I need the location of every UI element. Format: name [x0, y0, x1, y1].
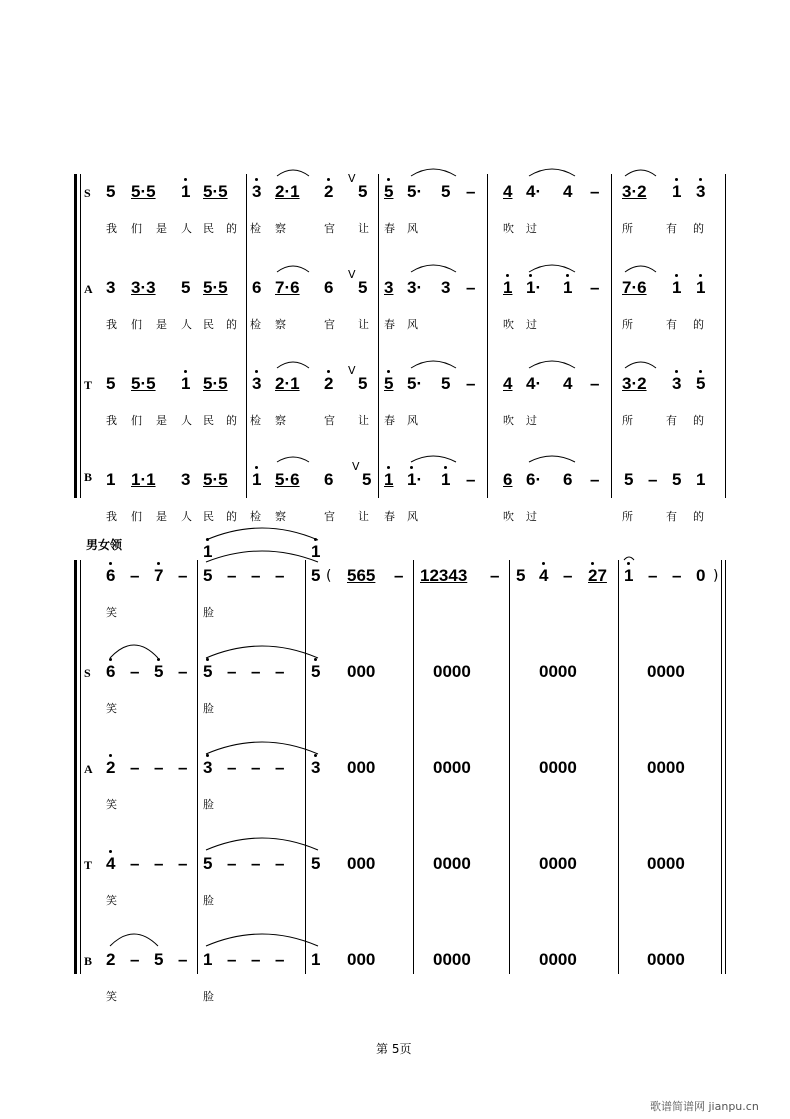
lyric: 春 [384, 510, 395, 523]
lyric: 脸 [203, 798, 214, 811]
dash: – [178, 566, 188, 585]
note: 5 [154, 950, 164, 969]
lyric: 们 [131, 510, 142, 523]
dash: – [275, 758, 285, 777]
lyric: 春 [384, 222, 395, 235]
lyric: 人 [181, 222, 192, 235]
note: 5 [311, 566, 321, 585]
note: 5 [441, 374, 451, 393]
rest-group: 0000 [433, 758, 471, 777]
lyric: 风 [407, 414, 418, 427]
lyric: 笑 [106, 990, 117, 1003]
note: 3 [203, 758, 213, 777]
lyric: 民 [203, 414, 214, 427]
lyric: 察 [275, 510, 286, 523]
dash: – [227, 950, 237, 969]
note: 5 [441, 182, 451, 201]
dash: – [648, 470, 658, 489]
lyric: 们 [131, 222, 142, 235]
dash: – [178, 758, 188, 777]
dash: – [590, 278, 600, 297]
dash: – [275, 566, 285, 585]
note: 565 [347, 566, 376, 585]
rest-group: 0000 [539, 950, 577, 969]
note: 1 [311, 542, 321, 561]
voice-label: T [84, 378, 93, 392]
note: 3 [672, 374, 682, 393]
paren-close: ) [713, 568, 719, 584]
dash: – [648, 566, 658, 585]
dash: – [130, 758, 140, 777]
note: 2·1 [275, 182, 300, 201]
lyric: 风 [407, 222, 418, 235]
dash: – [563, 566, 573, 585]
lyric: 察 [275, 222, 286, 235]
note: 1 [252, 470, 262, 489]
rest-group: 0000 [433, 854, 471, 873]
note: 2 [106, 758, 116, 777]
dash: – [178, 662, 188, 681]
note: 3 [311, 758, 321, 777]
note: 3 [384, 278, 394, 297]
note: 4 [503, 374, 513, 393]
voice-label: A [84, 282, 93, 296]
lyric: 所 [622, 222, 633, 235]
rest-group: 000 [347, 758, 376, 777]
dash: – [130, 662, 140, 681]
lyric: 民 [203, 510, 214, 523]
lyric: 笑 [106, 894, 117, 907]
dash: – [251, 662, 261, 681]
note: 5 [311, 662, 321, 681]
note: 5 [696, 374, 706, 393]
lyric: 们 [131, 318, 142, 331]
lyric: 有 [666, 222, 677, 235]
note: 7 [154, 566, 164, 585]
rest-group: 000 [347, 662, 376, 681]
lyric: 过 [526, 414, 537, 427]
note: 5 [203, 566, 213, 585]
lyric: 笑 [106, 702, 117, 715]
note: 3 [252, 374, 262, 393]
lyric: 风 [407, 510, 418, 523]
lyric: 过 [526, 318, 537, 331]
dash: – [672, 566, 682, 585]
dash: – [178, 854, 188, 873]
note: 5 [358, 278, 368, 297]
dash: – [394, 566, 404, 585]
note: 5 [384, 182, 394, 201]
lyric: 笑 [106, 798, 117, 811]
lyric: 官 [324, 318, 335, 331]
dash: – [466, 470, 476, 489]
lyric: 的 [693, 510, 704, 523]
note: 4· [526, 182, 542, 201]
dash: – [227, 566, 237, 585]
lyric: 检 [250, 414, 261, 427]
note: 6· [526, 470, 542, 489]
dash: – [251, 854, 261, 873]
voice-label: S [84, 186, 91, 200]
dash: – [227, 758, 237, 777]
voice-label: S [84, 666, 91, 680]
lyric: 检 [250, 510, 261, 523]
note: 5 [358, 182, 368, 201]
note: 4· [526, 374, 542, 393]
dash: – [251, 950, 261, 969]
lyric: 人 [181, 318, 192, 331]
note: 1· [526, 278, 542, 297]
dash: – [251, 758, 261, 777]
note: 1 [441, 470, 451, 489]
note: 4 [563, 374, 573, 393]
dash: – [251, 566, 261, 585]
note: 3· [407, 278, 423, 297]
note: 4 [539, 566, 549, 585]
note: 1 [696, 278, 706, 297]
lyric: 官 [324, 414, 335, 427]
note: 1 [181, 182, 191, 201]
note: 5· [407, 374, 423, 393]
note: 1 [503, 278, 513, 297]
lyric: 我 [106, 222, 117, 235]
note: 2·1 [275, 374, 300, 393]
lyric: 的 [693, 222, 704, 235]
lyric: 的 [226, 414, 237, 427]
note: 3 [106, 278, 116, 297]
lyric: 吹 [503, 318, 514, 331]
note: 3 [441, 278, 451, 297]
lyric: 是 [156, 510, 167, 523]
dash: – [130, 950, 140, 969]
note: 6 [252, 278, 262, 297]
lyric: 检 [250, 318, 261, 331]
note: 5 [516, 566, 526, 585]
note: 3 [696, 182, 706, 201]
lyric: 我 [106, 414, 117, 427]
note: 3·2 [622, 182, 647, 201]
note: 6 [563, 470, 573, 489]
note: 1 [624, 566, 634, 585]
dash: – [275, 854, 285, 873]
lyric: 春 [384, 318, 395, 331]
lyric: 我 [106, 318, 117, 331]
note: 1 [203, 542, 213, 561]
note: 6 [503, 470, 513, 489]
note: 5 [311, 854, 321, 873]
lyric: 脸 [203, 894, 214, 907]
note: 5·6 [275, 470, 300, 489]
lyric: 的 [226, 222, 237, 235]
note: 2 [324, 374, 334, 393]
rest-group: 0000 [433, 950, 471, 969]
dash: – [178, 950, 188, 969]
lyric: 是 [156, 222, 167, 235]
note: 5 [672, 470, 682, 489]
lyric: 的 [226, 318, 237, 331]
lyric: 的 [226, 510, 237, 523]
note: 1 [203, 950, 213, 969]
rest-group: 0000 [433, 662, 471, 681]
breath-mark: V [348, 172, 356, 185]
lyric: 是 [156, 414, 167, 427]
lyric: 官 [324, 510, 335, 523]
lyric: 人 [181, 510, 192, 523]
note: 5·5 [203, 374, 228, 393]
lyric: 风 [407, 318, 418, 331]
lyric: 有 [666, 510, 677, 523]
note: 1 [672, 278, 682, 297]
note: 5 [106, 374, 116, 393]
lyric: 所 [622, 414, 633, 427]
note: 1 [696, 470, 706, 489]
page-number: 第 5页 [376, 1042, 412, 1056]
dash: – [466, 182, 476, 201]
dash: – [154, 854, 164, 873]
note: 5·5 [203, 470, 228, 489]
dash: – [466, 278, 476, 297]
lyric: 民 [203, 222, 214, 235]
rest-group: 000 [347, 854, 376, 873]
note: 6 [106, 662, 116, 681]
lyric: 是 [156, 318, 167, 331]
note: 5 [384, 374, 394, 393]
rest-group: 0000 [539, 854, 577, 873]
note: 5·5 [203, 278, 228, 297]
dash: – [154, 758, 164, 777]
note: 3 [181, 470, 191, 489]
note: 4 [106, 854, 116, 873]
note: 27 [588, 566, 607, 585]
voice-label: B [84, 954, 93, 968]
note: 6 [324, 278, 334, 297]
dash: – [590, 470, 600, 489]
note: 0 [696, 566, 706, 585]
note: 5 [154, 662, 164, 681]
leader-label: 男女领 [86, 538, 123, 552]
rest-group: 000 [347, 950, 376, 969]
lyric: 过 [526, 510, 537, 523]
lyric: 吹 [503, 222, 514, 235]
rest-group: 0000 [539, 758, 577, 777]
rest-group: 0000 [647, 950, 685, 969]
note: 4 [503, 182, 513, 201]
note: 2 [106, 950, 116, 969]
note: 5·5 [131, 182, 156, 201]
rest-group: 0000 [647, 758, 685, 777]
note: 12343 [420, 566, 468, 585]
note: 5·5 [203, 182, 228, 201]
note: 5 [106, 182, 116, 201]
lyric: 脸 [203, 702, 214, 715]
lyric: 人 [181, 414, 192, 427]
note: 3·2 [622, 374, 647, 393]
note: 5 [203, 854, 213, 873]
lyric: 让 [358, 414, 369, 427]
lyric: 吹 [503, 414, 514, 427]
voice-label: T [84, 858, 93, 872]
lyric: 的 [693, 414, 704, 427]
note: 1· [407, 470, 423, 489]
lyric: 官 [324, 222, 335, 235]
lyric: 春 [384, 414, 395, 427]
lyric: 察 [275, 414, 286, 427]
voice-label: A [84, 762, 93, 776]
note: 3·3 [131, 278, 156, 297]
dash: – [466, 374, 476, 393]
breath-mark: V [348, 364, 356, 377]
lyric: 过 [526, 222, 537, 235]
rest-group: 0000 [647, 662, 685, 681]
rest-group: 0000 [539, 662, 577, 681]
lyric: 民 [203, 318, 214, 331]
dash: – [130, 566, 140, 585]
lyric: 让 [358, 510, 369, 523]
dash: – [275, 950, 285, 969]
lyric: 们 [131, 414, 142, 427]
paren-open: ( [326, 568, 332, 584]
lyric: 脸 [203, 606, 214, 619]
note: 5 [203, 662, 213, 681]
note: 5 [362, 470, 372, 489]
watermark: 歌谱简谱网 jianpu.cn [650, 1100, 759, 1113]
lyric: 脸 [203, 990, 214, 1003]
note: 7·6 [275, 278, 300, 297]
lyric: 察 [275, 318, 286, 331]
voice-label: B [84, 470, 93, 484]
note: 1 [563, 278, 573, 297]
dash: – [130, 854, 140, 873]
lyric: 笑 [106, 606, 117, 619]
lyric: 的 [693, 318, 704, 331]
note: 6 [324, 470, 334, 489]
dash: – [227, 854, 237, 873]
lyric: 让 [358, 318, 369, 331]
note: 7·6 [622, 278, 647, 297]
note: 1 [181, 374, 191, 393]
note: 5 [358, 374, 368, 393]
breath-mark: V [352, 460, 360, 473]
note: 4 [563, 182, 573, 201]
breath-mark: V [348, 268, 356, 281]
dash: – [227, 662, 237, 681]
note: 1 [311, 950, 321, 969]
dash: – [590, 182, 600, 201]
lyric: 让 [358, 222, 369, 235]
note: 5·5 [131, 374, 156, 393]
note: 2 [324, 182, 334, 201]
note: 5· [407, 182, 423, 201]
note: 5 [181, 278, 191, 297]
note: 1 [384, 470, 394, 489]
lyric: 我 [106, 510, 117, 523]
lyric: 所 [622, 318, 633, 331]
lyric: 有 [666, 318, 677, 331]
lyric: 有 [666, 414, 677, 427]
lyric: 吹 [503, 510, 514, 523]
note: 6 [106, 566, 116, 585]
note: 1·1 [131, 470, 156, 489]
rest-group: 0000 [647, 854, 685, 873]
lyric: 检 [250, 222, 261, 235]
dash: – [490, 566, 500, 585]
note: 1 [672, 182, 682, 201]
dash: – [275, 662, 285, 681]
note: 5 [624, 470, 634, 489]
lyric: 所 [622, 510, 633, 523]
dash: – [590, 374, 600, 393]
note: 3 [252, 182, 262, 201]
note: 1 [106, 470, 116, 489]
